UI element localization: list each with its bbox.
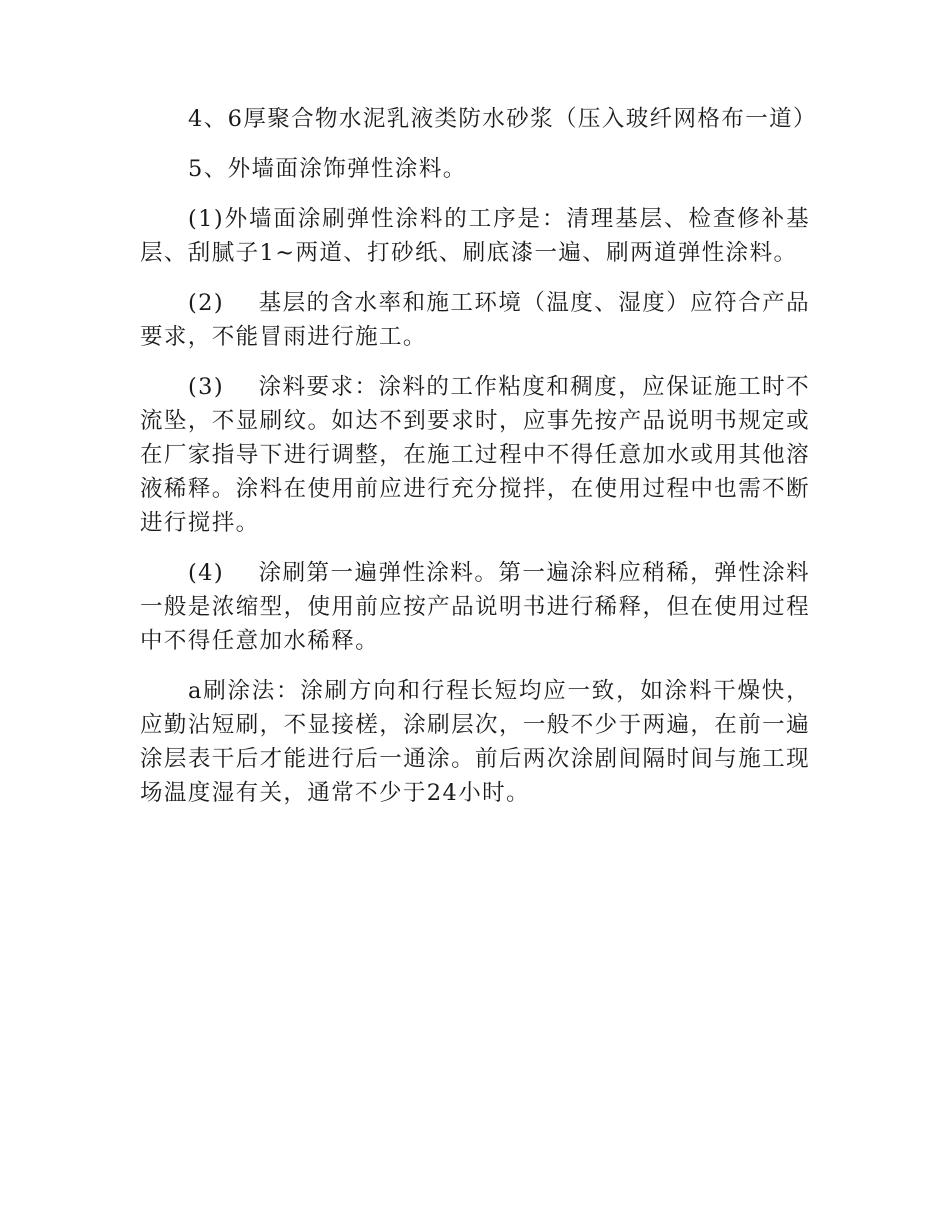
paragraph-step-4: (4) 涂刷第一遍弹性涂料。第一遍涂料应稍稀，弹性涂料一般是浓缩型，使用前应按产品说明书进行稀释，但在使用过程中不得任意加水稀释。 <box>140 560 810 654</box>
paragraph-brush-method: a刷涂法：涂刷方向和行程长短均应一致，如涂料干燥快，应勤沾短刷，不显接槎，涂刷层次，一般不少于两遍，在前一遍涂层表干后才能进行后一通涂。前后两次涂剧间隔时间与施工现场温度湿有关，通常不少于24小时。 <box>140 678 810 806</box>
paragraph-step-3: (3) 涂料要求：涂料的工作粘度和稠度，应保证施工时不流坠，不显刷纹。如达不到要求时，应事先按产品说明书规定或在厂家指导下进行调整，在施工过程中不得任意加水或用其他溶液稀释。涂料在使用前应进行充分搅拌，在使用过程中也需不断进行搅拌。 <box>140 374 810 536</box>
paragraph-item-5: 5、外墙面涂饰弹性涂料。 <box>188 156 467 182</box>
document-page <box>140 102 817 826</box>
paragraph-step-1: (1)外墙面涂刷弹性涂料的工序是：清理基层、检查修补基层、刮腻子1~两道、打砂纸、刷底漆一遍、刷两道弹性涂料。 <box>140 206 810 266</box>
paragraph-item-4: 4、6厚聚合物水泥乳液类防水砂浆（压入玻纤网格布一道） <box>188 106 817 132</box>
paragraph-step-2: (2) 基层的含水率和施工环境（温度、湿度）应符合产品要求，不能冒雨进行施工。 <box>140 290 810 350</box>
